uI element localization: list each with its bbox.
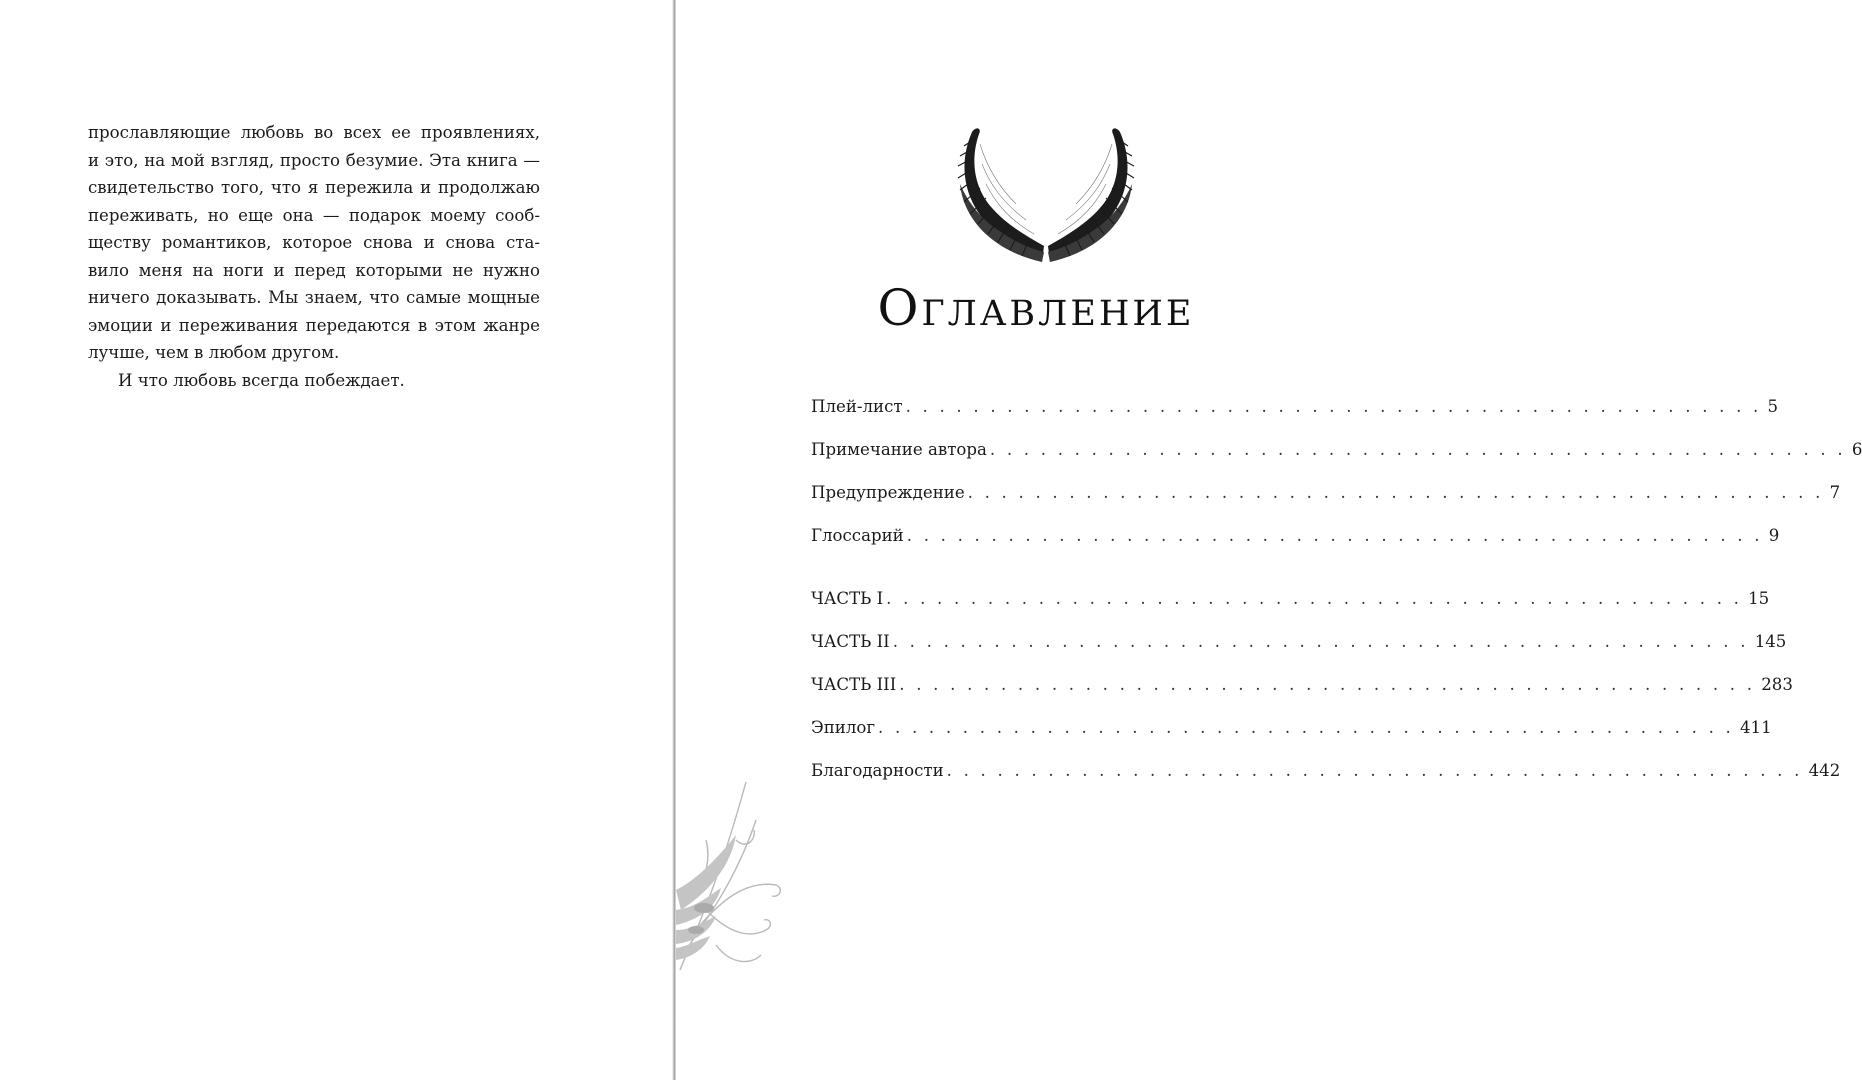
text-line: эмоции и переживания передаются в этом жанре: [88, 315, 540, 335]
text-line: ничего доказывать. Мы знаем, что самые мощные: [88, 288, 540, 307]
toc-entry-label: Предупреждение: [811, 483, 965, 502]
text-line: И что любовь всегда побеждает.: [118, 370, 405, 390]
toc-leader-dots: . . . . . . . . . . . . . . . . . . . . . . . . . . . . . . . . . . . . . . . . . . . . . . . . . . .: [946, 761, 1803, 780]
text-line: и это, на мой взгляд, просто безумие. Эта книга —: [88, 150, 540, 170]
toc-entry-page: 9: [1768, 526, 1780, 545]
toc-entry-label: Плей-лист: [811, 397, 903, 416]
toc-leader-dots: . . . . . . . . . . . . . . . . . . . . . . . . . . . . . . . . . . . . . . . . . . . . . . . . . . .: [989, 440, 1846, 459]
toc-leader-dots: . . . . . . . . . . . . . . . . . . . . . . . . . . . . . . . . . . . . . . . . . . . . . . . . . . .: [892, 632, 1749, 651]
toc-entry[interactable]: [811, 521, 1780, 551]
toc-entry[interactable]: [811, 478, 1841, 508]
toc-entry-label: Эпилог: [811, 718, 876, 737]
toc-entry[interactable]: [811, 713, 1772, 743]
toc-entry-label: ЧАСТЬ II: [811, 632, 890, 651]
left-page: [0, 0, 672, 1080]
text-line: прославляющие любовь во всех ее проявлениях,: [88, 123, 540, 142]
toc-entry-page: 6: [1851, 440, 1862, 459]
toc-leader-dots: . . . . . . . . . . . . . . . . . . . . . . . . . . . . . . . . . . . . . . . . . . . . . . . . . . .: [886, 589, 1743, 608]
toc-entry[interactable]: [811, 627, 1787, 657]
toc-entry-label: Глоссарий: [811, 526, 904, 545]
toc-entry-page: 411: [1740, 718, 1772, 737]
body-text: [88, 119, 540, 394]
text-line: лучше, чем в любом другом.: [88, 343, 340, 362]
toc-leader-dots: . . . . . . . . . . . . . . . . . . . . . . . . . . . . . . . . . . . . . . . . . . . . . . . . . . .: [967, 483, 1824, 502]
toc-entry[interactable]: [811, 670, 1793, 700]
toc-entry-label: Примечание автора: [811, 440, 987, 459]
text-line: вило меня на ноги и перед которыми не нужно: [88, 260, 540, 280]
toc-entry-page: 7: [1829, 483, 1841, 502]
text-line: переживать, но еще она — подарок моему сооб-: [88, 205, 540, 225]
toc-leader-dots: . . . . . . . . . . . . . . . . . . . . . . . . . . . . . . . . . . . . . . . . . . . . . . . . . . .: [878, 718, 1734, 737]
feather-ornament-icon: [676, 780, 786, 980]
toc-entry-page: 442: [1808, 761, 1841, 780]
toc-entry[interactable]: [811, 435, 1862, 465]
toc-entry-page: 15: [1748, 589, 1770, 608]
toc-entry-label: Благодарности: [811, 761, 944, 780]
text-line: свидетельство того, что я пережила и продолжаю: [88, 178, 540, 197]
text-line: ществу романтиков, которое снова и снова ста-: [88, 233, 540, 252]
toc-entry-label: ЧАСТЬ I: [811, 589, 884, 608]
toc-entry[interactable]: [811, 392, 1779, 422]
toc-entry[interactable]: [811, 756, 1841, 786]
right-page: [676, 0, 1862, 1080]
toc-leader-dots: . . . . . . . . . . . . . . . . . . . . . . . . . . . . . . . . . . . . . . . . . . . . . . . . . . .: [906, 526, 1763, 545]
toc-leader-dots: . . . . . . . . . . . . . . . . . . . . . . . . . . . . . . . . . . . . . . . . . . . . . . . . . . .: [899, 675, 1756, 694]
wings-icon: [946, 124, 1146, 274]
toc-title: Оглавление: [877, 279, 1195, 337]
toc-entry-page: 283: [1761, 675, 1793, 694]
toc-entry-label: ЧАСТЬ III: [811, 675, 897, 694]
toc-entry[interactable]: [811, 584, 1770, 614]
toc-entry-page: 145: [1754, 632, 1787, 651]
toc-entry-page: 5: [1767, 397, 1779, 416]
toc-leader-dots: . . . . . . . . . . . . . . . . . . . . . . . . . . . . . . . . . . . . . . . . . . . . . . . . . . .: [905, 397, 1762, 416]
